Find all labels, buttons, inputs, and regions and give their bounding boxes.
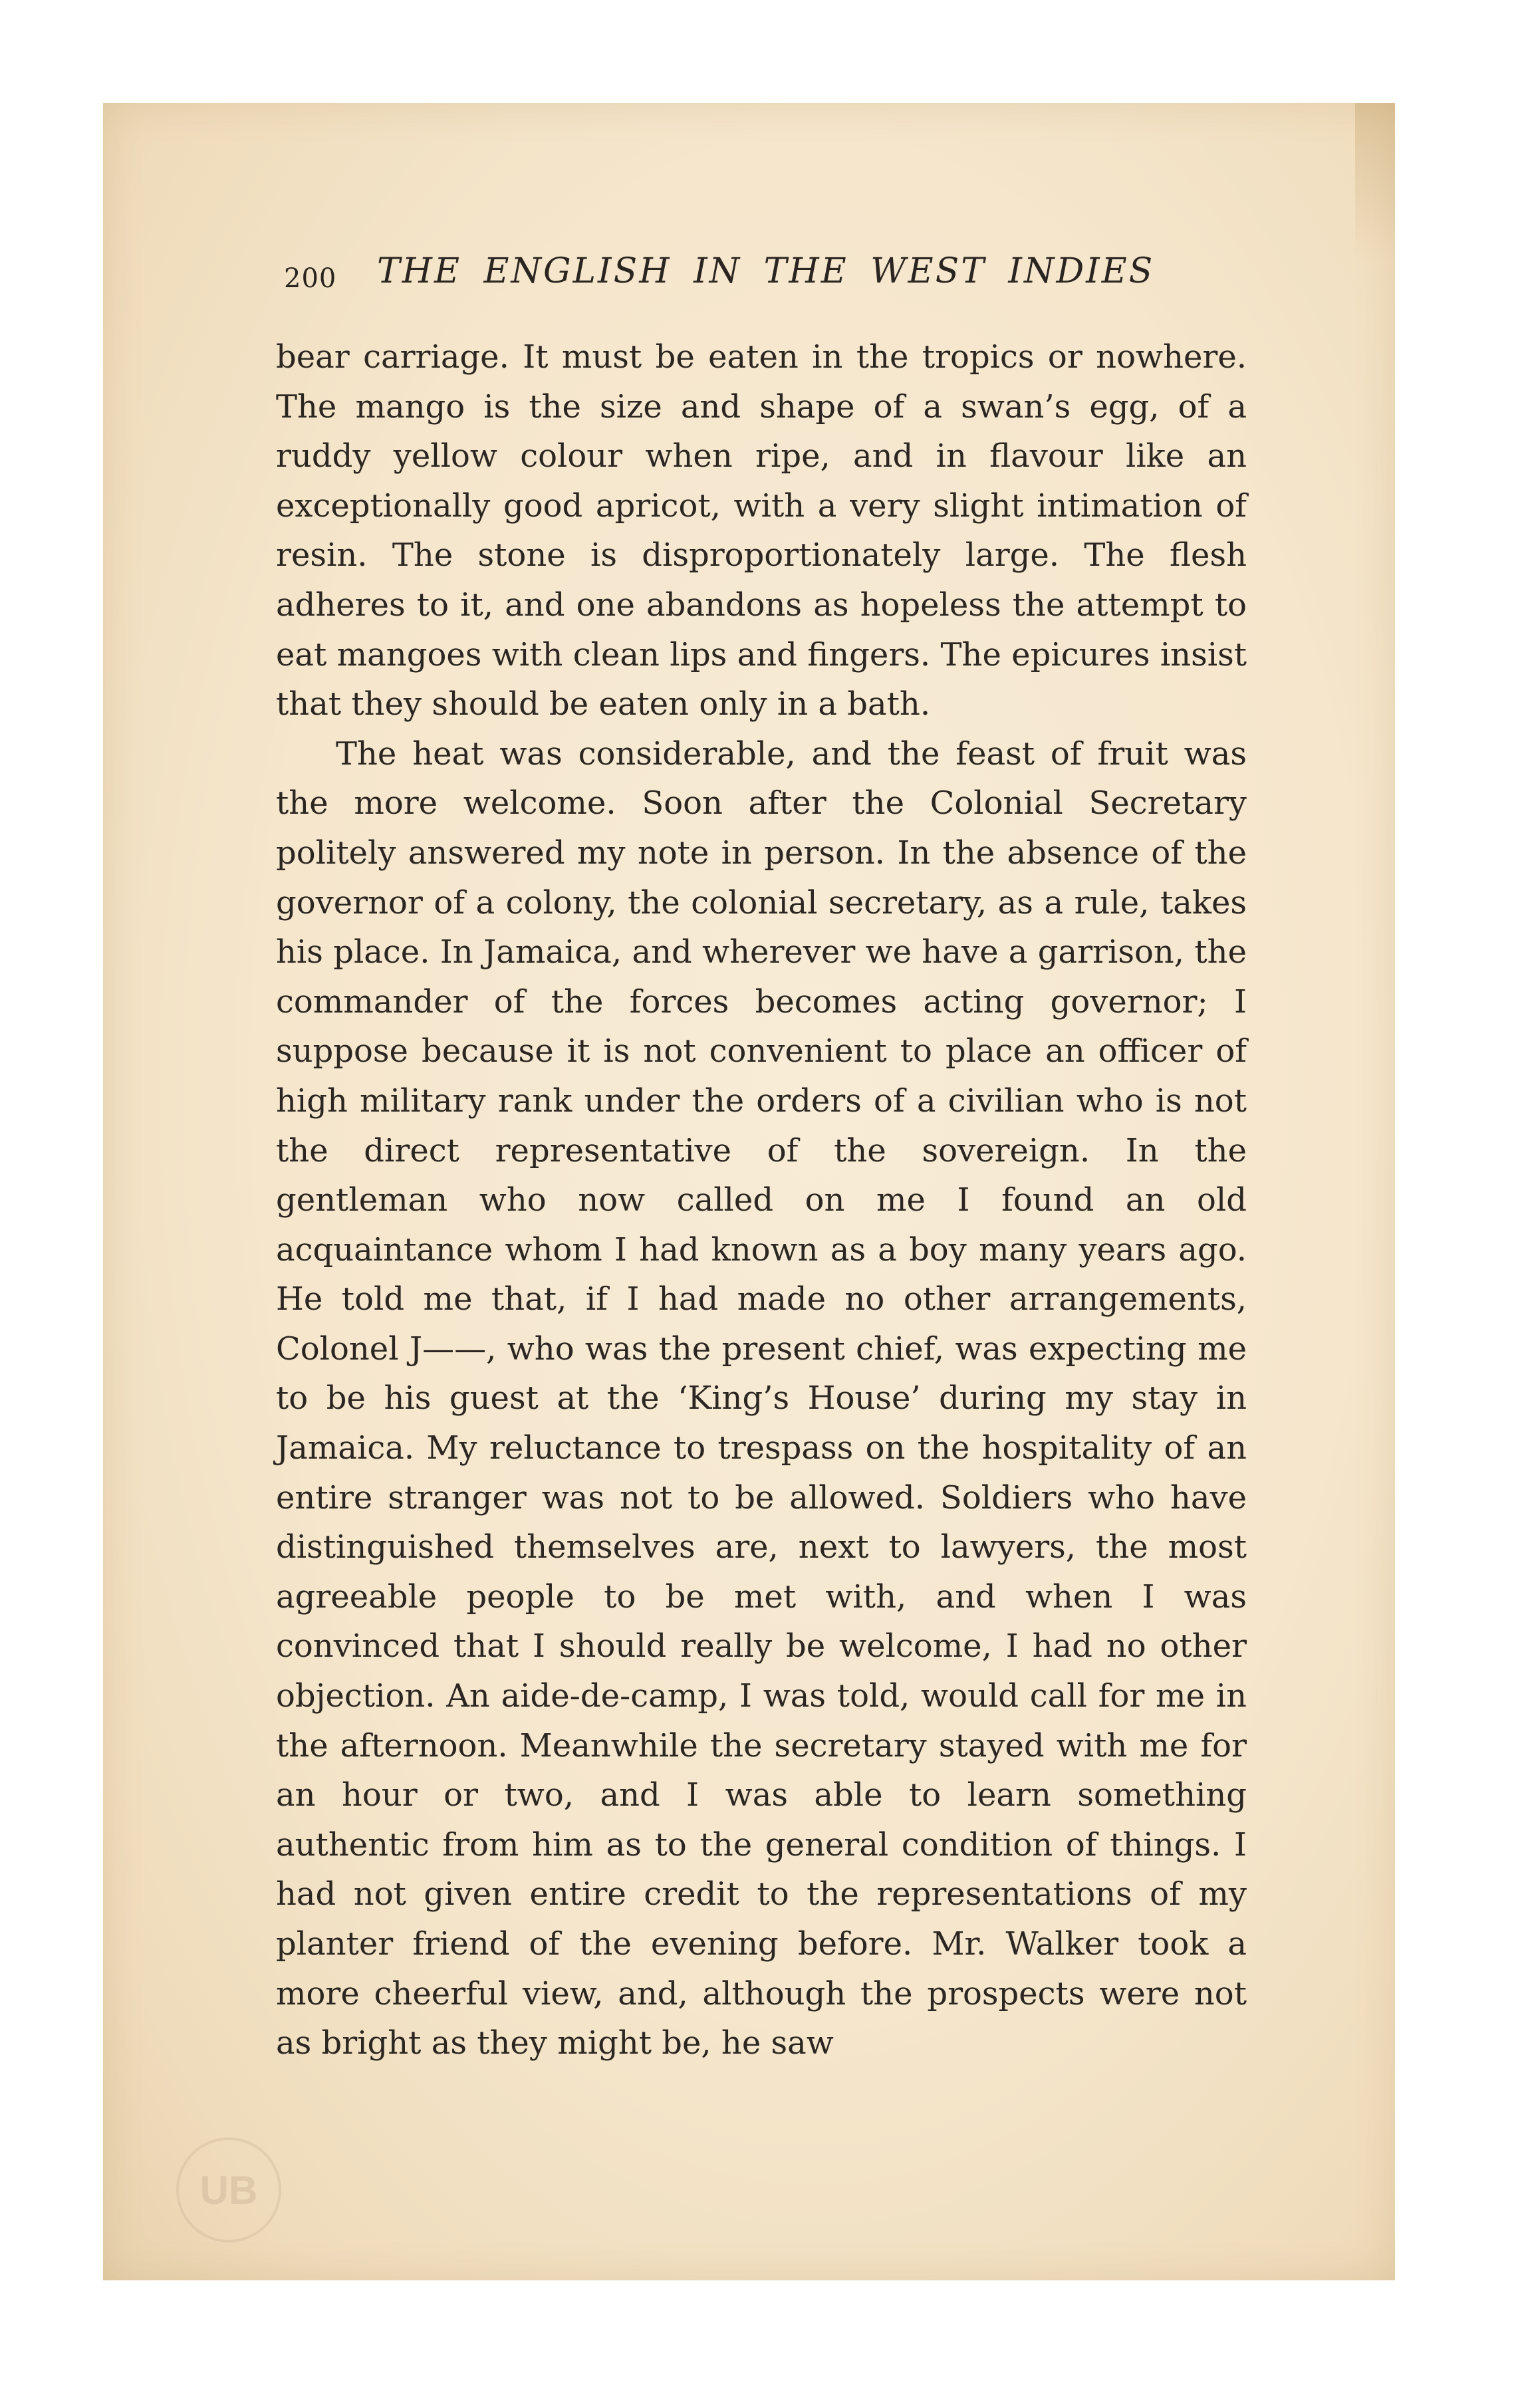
paragraph-continued: bear carriage. It must be eaten in the tropics or nowhere. The mango is the size and shape of a swan’s egg, of a ruddy yellow colour when ripe, and in flavour like an exceptionally good apricot, with a very slight intimation of resin. The stone is disproportionately large. The flesh adheres to it, and one abandons as hopeless the attempt to eat mangoes with clean lips and fingers. The epicures insist that they should be eaten only in a bath. [276, 338, 1247, 723]
page-number: 200 [284, 263, 337, 294]
body-text [276, 332, 1247, 2068]
running-title: THE ENGLISH IN THE WEST INDIES [377, 251, 1155, 291]
paragraph: The heat was considerable, and the feast of fruit was the more welcome. Soon after the Colonial Secretary politely answered my note in person. In the absence of the governor of a colony, the colonial secretary, as a rule, takes his place. In Jamaica, and wherever we have a garrison, the commander of the forces becomes acting governor; I suppose because it is not convenient to place an officer of high military rank under the orders of a civilian who is not the direct representative of the sovereign. In the gentleman who now called on me I found an old acquaintance whom I had known as a boy many years ago. He told me that, if I had made no other arrangements, Colonel J——, who was the present chief, was expecting me to be his guest at the ‘King’s House’ during my stay in Jamaica. My reluctance to trespass on the hospitality of an entire stranger was not to be allowed. Soldiers who have distinguished themselves are, next to lawyers, the most agreeable people to be met with, and when I was convinced that I should really be welcome, I had no other objection. An aide-de-camp, I was told, would call for me in the afternoon. Meanwhile the secretary stayed with me for an hour or two, and I was able to learn something authentic from him as to the general condition of things. I had not given entire credit to the representations of my planter friend of the evening before. Mr. Walker took a more cheerful view, and, although the prospects were not as bright as they might be, he saw [276, 735, 1247, 2062]
library-stamp: UB [176, 2137, 281, 2242]
page-header [284, 251, 1241, 311]
